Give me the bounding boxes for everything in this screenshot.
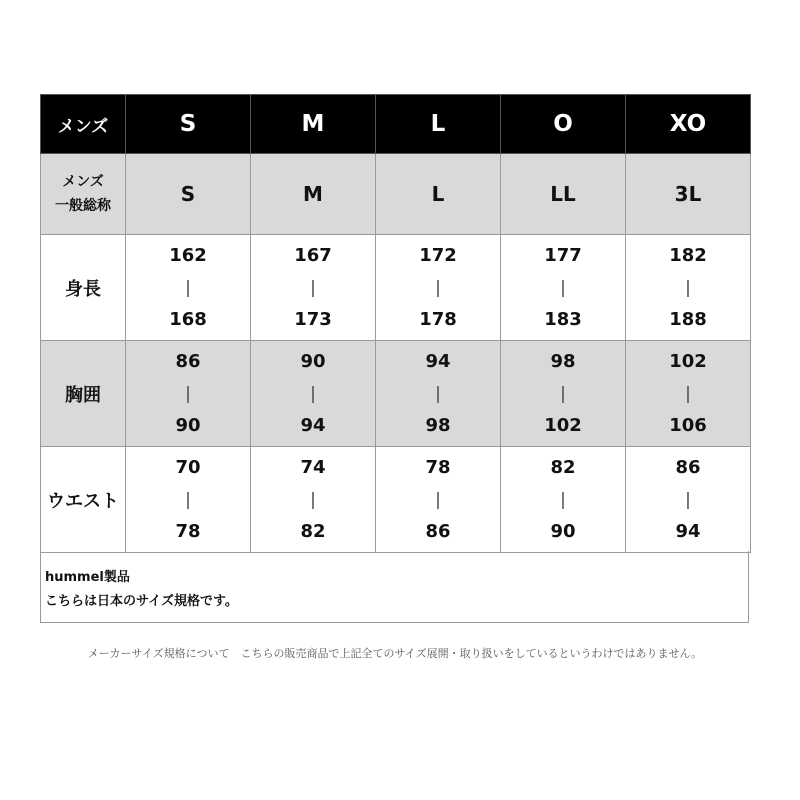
- chest-label: 胸囲: [41, 341, 126, 447]
- chest-cell-xo: [626, 341, 751, 447]
- range-max: 106: [669, 414, 707, 436]
- general-size-3l: 3L: [626, 154, 751, 235]
- waist-label: ウエスト: [41, 447, 126, 553]
- range-separator: |: [560, 383, 566, 404]
- size-header-label: メンズ: [41, 95, 126, 154]
- range-max: 78: [175, 520, 201, 542]
- height-cell-o: [501, 235, 626, 341]
- range-max: 90: [550, 520, 576, 542]
- range-max: 86: [425, 520, 451, 542]
- size-header-m: M: [251, 95, 376, 154]
- range-min: 86: [675, 456, 701, 478]
- range-min: 102: [669, 350, 707, 372]
- height-cell-xo: [626, 235, 751, 341]
- range-min: 177: [544, 244, 582, 266]
- range-max: 102: [544, 414, 582, 436]
- range-separator: |: [685, 489, 691, 510]
- size-header-row: [41, 95, 751, 154]
- general-size-label: [41, 154, 126, 235]
- size-header-xo: XO: [626, 95, 751, 154]
- waist-cell-s: [126, 447, 251, 553]
- chest-cell-m: [251, 341, 376, 447]
- general-size-label-line2: 一般総称: [55, 198, 111, 214]
- size-chart-table: [40, 94, 751, 553]
- range-min: 74: [300, 456, 326, 478]
- range-min: 78: [425, 456, 451, 478]
- general-size-ll: LL: [501, 154, 626, 235]
- size-header-l: L: [376, 95, 501, 154]
- note-brand-line: hummel製品: [45, 570, 130, 585]
- waist-cell-m: [251, 447, 376, 553]
- size-header-o: O: [501, 95, 626, 154]
- range-separator: |: [185, 277, 191, 298]
- range-max: 178: [419, 308, 457, 330]
- range-min: 94: [425, 350, 451, 372]
- note-standard-line: こちらは日本のサイズ規格です。: [45, 594, 238, 609]
- range-max: 94: [675, 520, 701, 542]
- height-row: [41, 235, 751, 341]
- size-disclaimer: メーカーサイズ規格について こちらの販売商品で上記全てのサイズ展開・取り扱いをしているというわけではありません。: [87, 647, 703, 660]
- range-separator: |: [185, 383, 191, 404]
- range-separator: |: [185, 489, 191, 510]
- range-min: 167: [294, 244, 332, 266]
- general-size-label-line1: メンズ: [62, 174, 104, 190]
- range-max: 82: [300, 520, 326, 542]
- range-max: 173: [294, 308, 332, 330]
- chest-cell-l: [376, 341, 501, 447]
- height-cell-l: [376, 235, 501, 341]
- chest-cell-s: [126, 341, 251, 447]
- general-size-m: M: [251, 154, 376, 235]
- size-header-s: S: [126, 95, 251, 154]
- range-min: 86: [175, 350, 201, 372]
- range-min: 90: [300, 350, 326, 372]
- range-separator: |: [685, 383, 691, 404]
- range-separator: |: [310, 383, 316, 404]
- waist-cell-l: [376, 447, 501, 553]
- range-separator: |: [685, 277, 691, 298]
- chest-row: [41, 341, 751, 447]
- general-size-row: [41, 154, 751, 235]
- range-max: 188: [669, 308, 707, 330]
- height-cell-m: [251, 235, 376, 341]
- product-note: [40, 551, 749, 623]
- range-separator: |: [435, 277, 441, 298]
- range-separator: |: [310, 489, 316, 510]
- range-max: 168: [169, 308, 207, 330]
- general-size-s: S: [126, 154, 251, 235]
- range-separator: |: [310, 277, 316, 298]
- waist-cell-xo: [626, 447, 751, 553]
- range-min: 182: [669, 244, 707, 266]
- range-separator: |: [435, 383, 441, 404]
- range-min: 82: [550, 456, 576, 478]
- range-separator: |: [560, 277, 566, 298]
- general-size-l: L: [376, 154, 501, 235]
- range-min: 98: [550, 350, 576, 372]
- range-separator: |: [560, 489, 566, 510]
- waist-cell-o: [501, 447, 626, 553]
- height-cell-s: [126, 235, 251, 341]
- range-max: 90: [175, 414, 201, 436]
- range-max: 94: [300, 414, 326, 436]
- height-label: 身長: [41, 235, 126, 341]
- range-max: 98: [425, 414, 451, 436]
- range-separator: |: [435, 489, 441, 510]
- range-max: 183: [544, 308, 582, 330]
- range-min: 172: [419, 244, 457, 266]
- waist-row: [41, 447, 751, 553]
- chest-cell-o: [501, 341, 626, 447]
- range-min: 162: [169, 244, 207, 266]
- range-min: 70: [175, 456, 201, 478]
